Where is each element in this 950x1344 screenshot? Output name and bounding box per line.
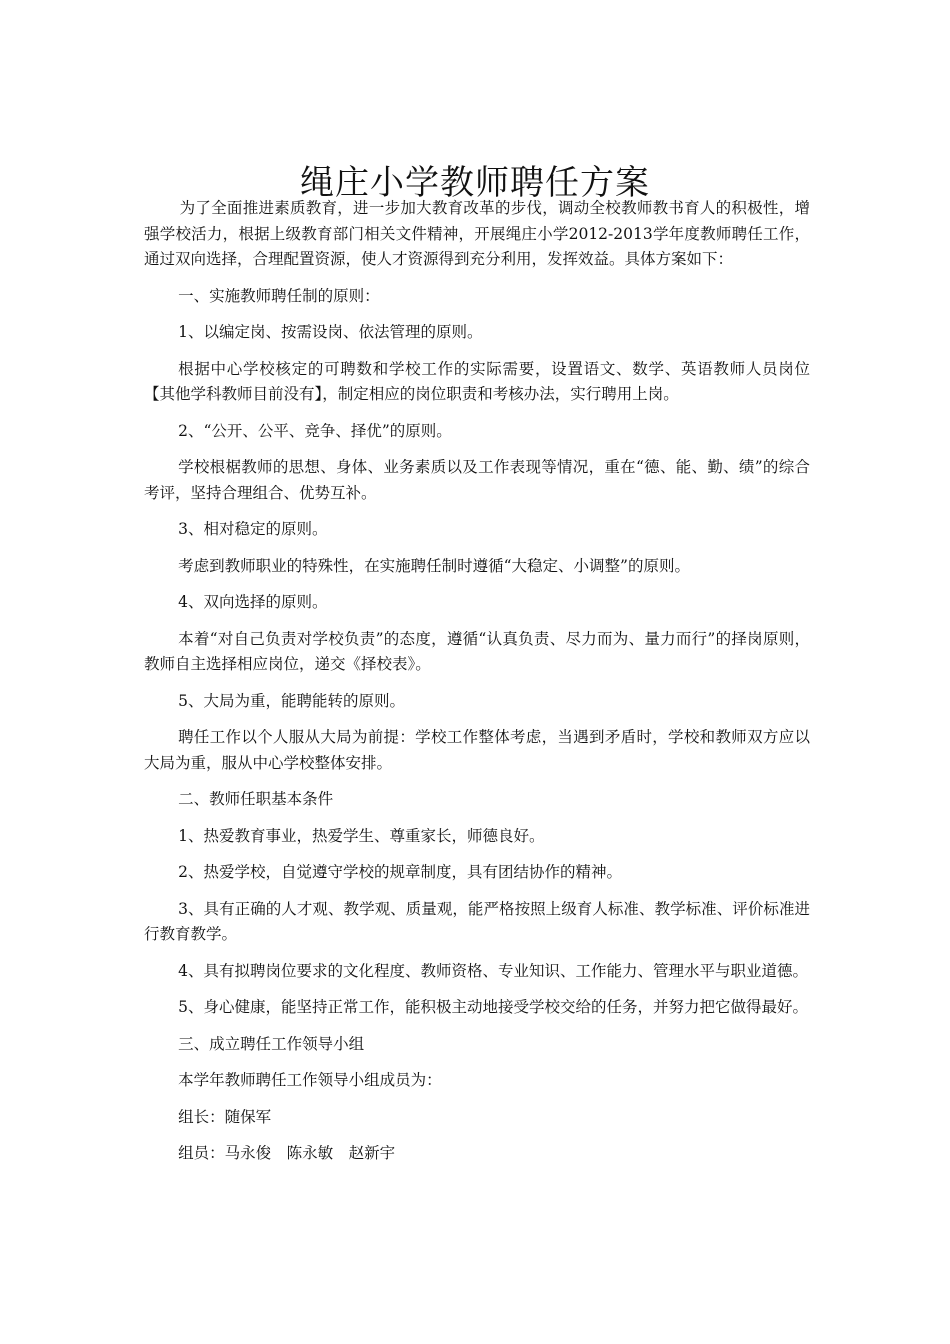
condition-4: 4、具有拟聘岗位要求的文化程度、教师资格、专业知识、工作能力、管理水平与职业道德。 [178, 961, 808, 980]
group-members: 组员：马永俊 陈永敏 赵新宇 [178, 1144, 396, 1162]
section-heading-conditions: 二、教师任职基本条件 [178, 790, 334, 808]
section-heading-leadership-group: 三、成立聘任工作领导小组 [178, 1034, 365, 1053]
leadership-group-intro: 本学年教师聘任工作领导小组成员为： [178, 1071, 442, 1089]
principle-5-body: 聘任工作以个人服从大局为前提：学校工作整体考虑，当遇到矛盾时，学校和教师双方应以大局为重，服从中心学校整体安排。 [144, 728, 810, 772]
principle-2-body: 学校根椐教师的思想、身体、业务素质以及工作表现等情况，重在“德、能、勤、绩”的综合考评，坚持合理组合、优势互补。 [144, 458, 810, 502]
document-title: 绳庄小学教师聘任方案 [300, 162, 650, 203]
document-body [144, 196, 810, 1178]
principle-4-body: 本着“对自己负责对学校负责”的态度，遵循“认真负责、尽力而为、量力而行”的择岗原则，教师自主选择相应岗位，递交《择校表》。 [144, 629, 810, 673]
condition-3: 3、具有正确的人才观、教学观、质量观，能严格按照上级育人标准、教学标准、评价标准进行教育教学。 [144, 899, 810, 943]
group-leader: 组长：随保军 [178, 1107, 272, 1126]
principle-5-heading: 5、大局为重，能聘能转的原则。 [178, 691, 405, 710]
principle-2-heading: 2、“公开、公平、竞争、择优”的原则。 [178, 421, 452, 440]
section-heading-principles: 一、实施教师聘任制的原则： [178, 286, 380, 305]
principle-1-body: 根据中心学校核定的可聘数和学校工作的实际需要，设置语文、数学、英语教师人员岗位【其他学科教师目前没有】，制定相应的岗位职责和考核办法，实行聘用上岗。 [144, 359, 810, 403]
condition-5: 5、身心健康，能坚持正常工作，能积极主动地接受学校交给的任务，并努力把它做得最好。 [178, 998, 808, 1016]
principle-3-body: 考虑到教师职业的特殊性，在实施聘任制时遵循“大稳定、小调整”的原则。 [178, 556, 690, 575]
condition-2: 2、热爱学校，自觉遵守学校的规章制度，具有团结协作的精神。 [178, 863, 622, 881]
condition-1: 1、热爱教育事业，热爱学生、尊重家长，师德良好。 [178, 826, 545, 845]
principle-1-heading: 1、以编定岗、按需设岗、依法管理的原则。 [178, 323, 483, 341]
intro-paragraph: 为了全面推进素质教育，进一步加大教育改革的步伐，调动全校教师教书育人的积极性，增强学校活力，根据上级教育部门相关文件精神，开展绳庄小学2012-2013学年度教师聘任工作，通过双向选择，合理配置资源，使人才资源得到充分利用，发挥效益。具体方案如下： [144, 199, 810, 268]
principle-4-heading: 4、双向选择的原则。 [178, 593, 328, 611]
principle-3-heading: 3、相对稳定的原则。 [178, 520, 328, 538]
